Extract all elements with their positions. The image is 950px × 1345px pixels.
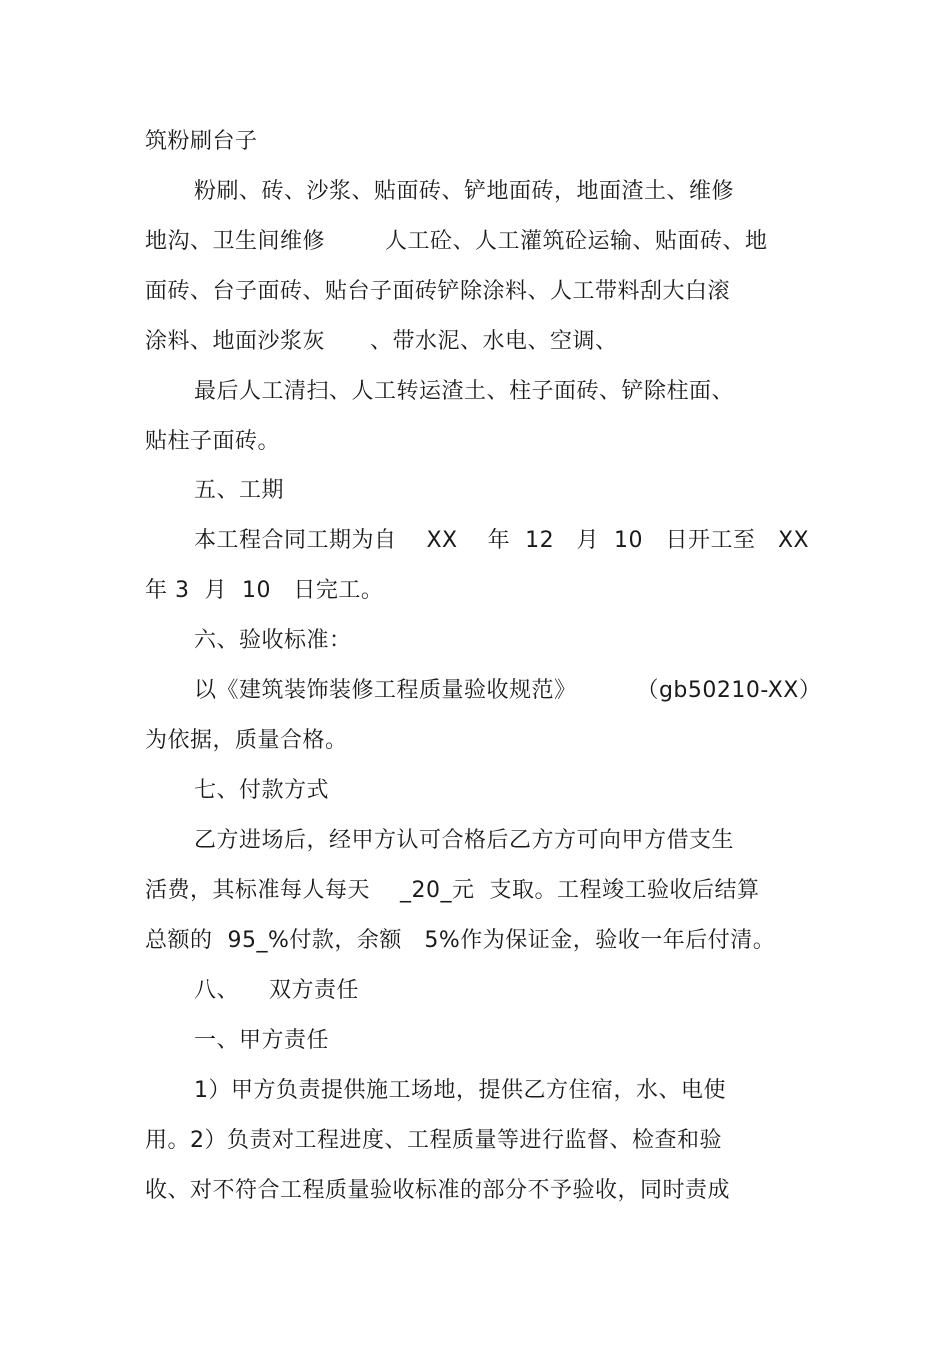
text-line-21: 用。2）负责对工程进度、工程质量等进行监督、检查和验 [145,1128,722,1153]
text-line-7: 贴柱子面砖。 [145,429,281,454]
text-line-5: 涂料、地面沙浆灰 、带水泥、水电、空调、 [145,329,618,354]
text-line-20: 1）甲方负责提供施工场地，提供乙方住宿，水、电使 [194,1078,726,1103]
text-line-16: 活费，其标准每人每天 _20_元 支取。工程竣工验收后结算 [145,878,760,903]
text-line-10: 年 3 月 10 日完工。 [145,578,384,603]
text-line-22: 收、对不符合工程质量验收标准的部分不予验收，同时责成 [145,1178,731,1203]
text-line-15: 乙方进场后，经甲方认可合格后乙方方可向甲方借支生 [194,828,735,853]
text-line-1: 筑粉刷台子 [145,129,258,154]
subsection-heading-party-a: 一、甲方责任 [194,1028,330,1053]
text-line-13: 为依据，质量合格。 [145,728,348,753]
text-line-3: 地沟、卫生间维修 人工砼、人工灌筑砼运输、贴面砖、地 [145,229,768,254]
text-line-17: 总额的 95_%付款，余额 5%作为保证金，验收一年后付清。 [145,928,776,953]
text-line-9: 本工程合同工期为自 XX 年 12 月 10 日开工至 XX [194,528,810,553]
section-heading-acceptance: 六、验收标准： [194,628,352,653]
section-heading-responsibilities: 八、 双方责任 [194,978,359,1003]
text-line-6: 最后人工清扫、人工转运渣土、柱子面砖、铲除柱面、 [194,379,735,404]
section-heading-schedule: 五、工期 [194,478,285,503]
text-line-2: 粉刷、砖、沙浆、贴面砖、铲地面砖，地面渣土、维修 [194,179,735,204]
text-line-4: 面砖、台子面砖、贴台子面砖铲除涂料、人工带料刮大白滚 [145,279,731,304]
section-heading-payment: 七、付款方式 [194,778,330,803]
text-line-12: 以《建筑装饰装修工程质量验收规范》 （gb50210-XX） [194,678,822,703]
